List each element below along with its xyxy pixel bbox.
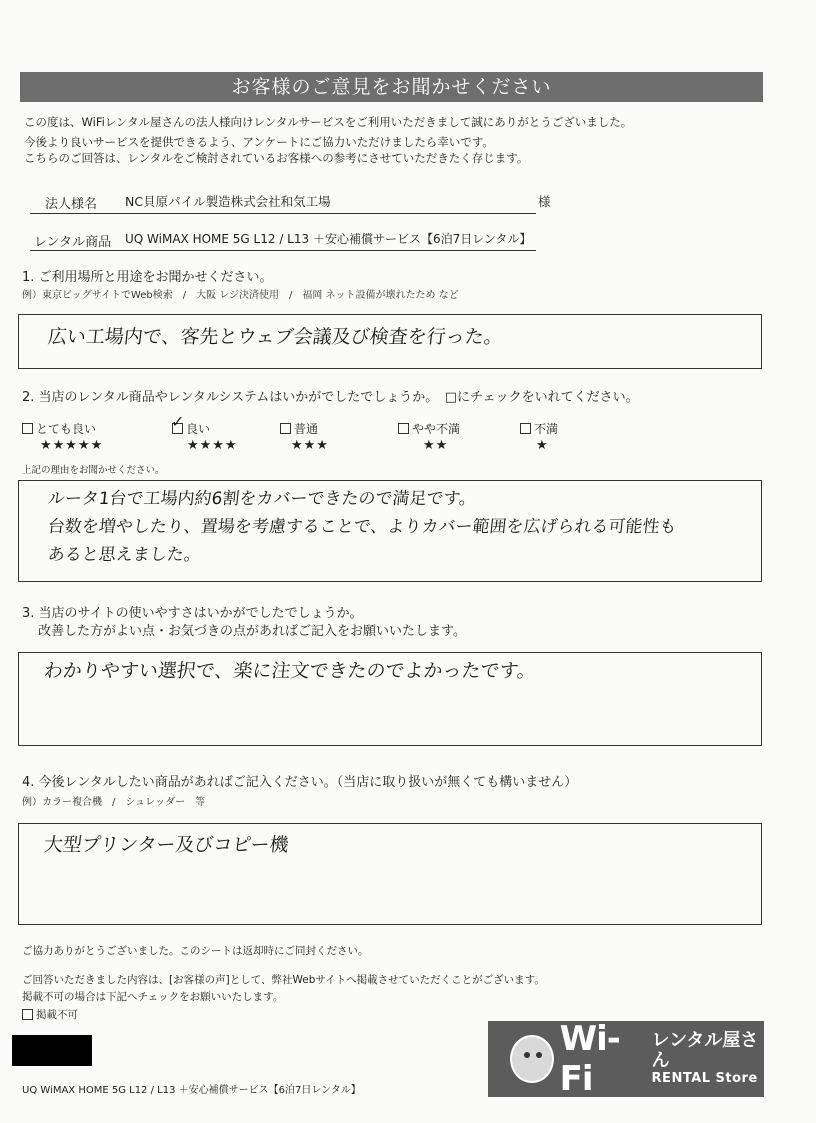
page-title: お客様のご意見をお聞かせください <box>20 72 763 102</box>
redaction-block <box>12 1035 92 1066</box>
intro-line-3: こちらのご回答は、レンタルをご検討されているお客様への参考にさせていただきたく存じます。 <box>24 151 529 165</box>
stars-good: ★★★★ <box>187 438 238 453</box>
company-underline <box>30 213 536 214</box>
checkbox-normal[interactable] <box>280 423 291 434</box>
q2-question: 2. 当店のレンタル商品やレンタルシステムはいかがでしたでしょうか。 □にチェックをいれてください。 <box>22 390 639 405</box>
checkbox-very-good[interactable] <box>22 423 33 434</box>
q2-reason-line-2: 台数を増やしたり、置場を考慮することで、よりカバー範囲を広げられる可能性も <box>46 517 678 537</box>
q3-answer: わかりやすい選択で、楽に注文できたのでよかったです。 <box>42 660 538 682</box>
company-suffix: 様 <box>538 194 551 209</box>
q2-reason-line-3: あると思えました。 <box>46 545 202 565</box>
option-unsatisfied-label: 不満 <box>534 422 559 436</box>
logo-en-text: RENTAL Store <box>651 1071 758 1086</box>
store-logo <box>488 1021 764 1097</box>
publication-notice: ご回答いただきました内容は、[お客様の声]として、弊社Webサイトへ掲載させていただくことがございます。 <box>22 974 545 986</box>
logo-jp-text: レンタル屋さん <box>651 1030 759 1071</box>
q1-answer: 広い工場内で、客先とウェブ会議及び検査を行った。 <box>46 326 504 348</box>
product-underline <box>30 250 536 251</box>
company-label: 法人様名 <box>45 197 98 212</box>
q3-sub: 改善した方がよい点・お気づきの点があればご記入をお願いいたします。 <box>38 624 466 639</box>
footer-product: UQ WiMAX HOME 5G L12 / L13 ＋安心補償サービス【6泊7日レンタル】 <box>22 1085 361 1096</box>
thanks-text: ご協力ありがとうございました。このシートは返却時にご同封ください。 <box>22 945 369 957</box>
option-very-good[interactable] <box>22 420 96 437</box>
q3-question: 3. 当店のサイトの使いやすさはいかがでしたでしょうか。 <box>22 606 363 621</box>
q4-question: 4. 今後レンタルしたい商品があればご記入ください。（当店に取り扱いが無くても構いません） <box>22 775 578 790</box>
stars-normal: ★★★ <box>291 438 329 453</box>
q1-example: 例）東京ビッグサイトでWeb検索 / 大阪 レジ決済使用 / 福岡 ネット設備が壊れたため など <box>22 290 459 301</box>
option-good-label: 良い <box>186 422 211 436</box>
q4-answer: 大型プリンター及びコピー機 <box>42 834 290 856</box>
optout-option[interactable] <box>22 1007 78 1022</box>
q4-example: 例）カラー複合機 / シュレッダー 等 <box>22 797 206 808</box>
q2-reason-line-1: ルータ1台で工場内約6割をカバーできたので満足です。 <box>46 489 478 509</box>
checkbox-somewhat-unsatisfied[interactable] <box>398 423 409 434</box>
option-unsatisfied[interactable] <box>520 420 558 437</box>
intro-line-2: 今後より良いサービスを提供できるよう、アンケートにご協力いただけましたら幸いです。 <box>24 135 494 149</box>
product-label: レンタル商品 <box>34 235 112 250</box>
checkbox-optout[interactable] <box>22 1009 33 1020</box>
stars-unsatisfied: ★ <box>536 438 549 453</box>
mascot-icon <box>510 1035 554 1083</box>
product-name: UQ WiMAX HOME 5G L12 / L13 ＋安心補償サービス【6泊7日レンタル】 <box>125 232 532 246</box>
q1-question: 1. ご利用場所と用途をお聞かせください。 <box>22 270 273 285</box>
optout-label: 掲載不可 <box>36 1009 78 1021</box>
company-name: NC貝原パイル製造株式会社和気工場 <box>125 194 331 209</box>
option-normal[interactable] <box>280 420 318 437</box>
q2-reason-label: 上記の理由をお聞かせください。 <box>22 465 165 476</box>
stars-somewhat-unsatisfied: ★★ <box>423 438 449 453</box>
check-mark-icon: ✓ <box>171 412 185 431</box>
stars-very-good: ★★★★★ <box>40 438 104 453</box>
logo-wifi-text: Wi-Fi <box>559 1019 620 1099</box>
option-somewhat-unsatisfied-label: やや不満 <box>412 422 461 436</box>
option-normal-label: 普通 <box>294 422 319 436</box>
intro-line-1: この度は、WiFiレンタル屋さんの法人様向けレンタルサービスをご利用いただきまして誠にありがとうございました。 <box>24 115 633 129</box>
checkbox-unsatisfied[interactable] <box>520 423 531 434</box>
option-very-good-label: とても良い <box>36 422 97 436</box>
option-somewhat-unsatisfied[interactable] <box>398 420 460 437</box>
publication-notice-2: 掲載不可の場合は下記へチェックをお願いいたします。 <box>22 991 284 1003</box>
